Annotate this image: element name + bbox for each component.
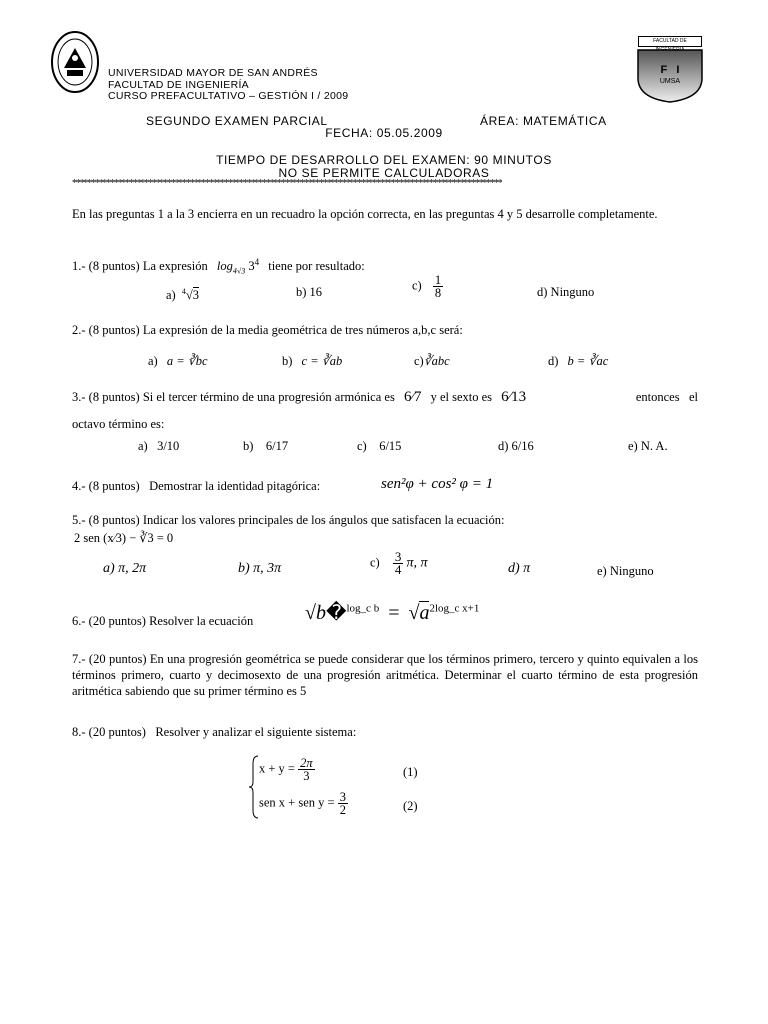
q6-rhs: a [419,602,430,624]
q2-c-expr: ∛abc [423,354,450,368]
q3-option-e: e) N. A. [628,439,668,453]
q1-option-a: a) $^4$√3 [166,287,199,303]
q5-equation: 2 sen (x⁄3) − ∛3 = 0 [74,531,174,545]
shield-top-label: FACULTAD DE [638,36,702,47]
q2-a-label: a) [148,354,158,368]
exam-duration: TIEMPO DE DESARROLLO DEL EXAMEN: 90 MINUTOS [216,153,552,167]
q2-option-b [282,353,342,369]
shield-letters: F I [660,64,680,76]
faculty-shield-logo [636,36,704,100]
q1-suffix: tiene por resultado: [268,259,365,274]
q3-option-c: c) 6/15 [357,439,402,453]
university-name: UNIVERSIDAD MAYOR DE SAN ANDRÉS [108,67,318,79]
question-5: 5.- (8 puntos) Indicar los valores principales de los ángulos que satisfacen la ecuación: [72,513,505,527]
q8-eq2-lhs: sen x + sen y = [259,795,335,810]
q1-log: log [216,259,233,274]
q8-eq1-tag: (1) [403,765,418,779]
q1-prefix: 1.- (8 puntos) La expresión [72,259,208,274]
q3-fraction-1: 6⁄7 [403,389,422,405]
q6-eq: = [388,602,400,624]
q5-option-d: d) π [508,561,531,576]
q2-option-c [414,353,450,369]
q3-option-b: b) 6/17 [243,439,289,453]
question-3 [72,389,698,405]
q1-a-label: a) [166,288,176,303]
q2-b-expr: c = ∛ab [301,354,343,368]
q8-eq2-num: 3 [339,790,346,804]
q5-c-den: 4 [394,562,402,577]
q1-option-d: d) Ninguno [537,285,595,299]
exam-title: SEGUNDO EXAMEN PARCIAL [146,114,328,128]
faculty-name: FACULTAD DE INGENIERÍA [108,78,249,91]
separator-stars: ***************************************************************************************************************** [72,178,502,189]
q5-c-num: 3 [394,549,402,564]
q3-text2: y el sexto es [430,390,493,404]
q3-option-a: a) 3/10 [138,439,180,453]
q3-option-d: d) 6/16 [498,439,534,453]
question-2: 2.- (8 puntos) La expresión de la media geométrica de tres números a,b,c será: [72,323,463,337]
q6-lhs: √b [305,602,326,624]
q1-base: 4√3 [232,266,246,276]
q8-eq1-num: 2π [300,756,313,770]
q8-eq2-tag: (2) [403,799,418,813]
question-6: 6.- (20 puntos) Resolver la ecuación [72,614,254,628]
q2-d-label: d) [548,354,559,368]
q1-option-c [412,274,443,299]
q1-a-index: 4 [181,287,186,296]
exam-date: FECHA: 05.05.2009 [325,126,443,140]
q3-text1: 3.- (8 puntos) Si el tercer término de una progresión armónica es [72,390,395,404]
q2-option-a [148,353,208,369]
q5-option-e: e) Ninguno [597,564,654,578]
q5-option-c [370,551,428,576]
q6-sym: � [325,602,347,624]
q1-c-den: 8 [434,286,442,300]
question-4: 4.- (8 puntos) Demostrar la identidad pitagórica: [72,479,321,493]
question-7: 7.- (20 puntos) En una progresión geométrica se puede considerar que los términos primero, tercero y quinto equivalen a los términos primero, cuarto y decimosexto de una progresión aritmética. Determinar el cuarto término de esta progresión aritmética sabiendo que su primer término es 5 [72,652,698,698]
no-calculators: NO SE PERMITE CALCULADORAS [278,166,490,180]
q1-c-num: 1 [434,273,442,287]
q8-eq2 [259,791,348,816]
university-seal-logo [50,30,100,94]
q5-c-label: c) [370,555,380,570]
question-1 [72,254,365,280]
q5-option-a: a) π, 2π [103,561,147,576]
q2-c-label: c) [414,354,424,368]
q2-d-expr: b = ∛ac [567,354,609,368]
q3-text3: entonces el [635,390,698,404]
q3-text4: octavo término es: [72,417,165,431]
q8-eq1 [259,757,315,782]
q4-expression: sen²φ + cos² φ = 1 [381,476,494,492]
q2-b-label: b) [282,354,293,368]
question-8: 8.- (20 puntos) Resolver y analizar el siguiente sistema: [72,725,357,739]
q6-equation: √b�$^{log\_c b}$ = $√a^{2log\_c x+1}$ [305,602,480,624]
course-name: CURSO PREFACULTATIVO – GESTIÓN I / 2009 [108,90,349,102]
q1-a-arg: 3 [192,288,199,303]
q1-c-label: c) [412,278,422,293]
shield-sub: UMSA [659,78,681,85]
q8-eq2-den: 2 [339,803,346,817]
q5-c-rest: π, π [406,555,428,571]
q1-option-b: b) 16 [296,285,323,299]
q3-fraction-2: 6⁄13 [501,389,527,405]
q2-a-expr: a = ∛bc [166,354,208,368]
q1-arg: 3 [248,259,255,274]
q8-eq1-lhs: x + y = [259,761,295,776]
instructions: En las preguntas 1 a la 3 encierra en un recuadro la opción correcta, en las preguntas 4 y 5 desarrolle completamente. [72,207,658,221]
q6-exp2: 2log_c x+1 [429,602,480,615]
q8-eq1-den: 3 [303,769,310,783]
q1-exp: 4 [254,257,260,267]
exam-area: ÁREA: MATEMÁTICA [480,114,607,128]
q2-option-d [548,353,608,369]
q5-option-b: b) π, 3π [238,561,282,576]
q6-exp1: log_c b [346,602,380,615]
